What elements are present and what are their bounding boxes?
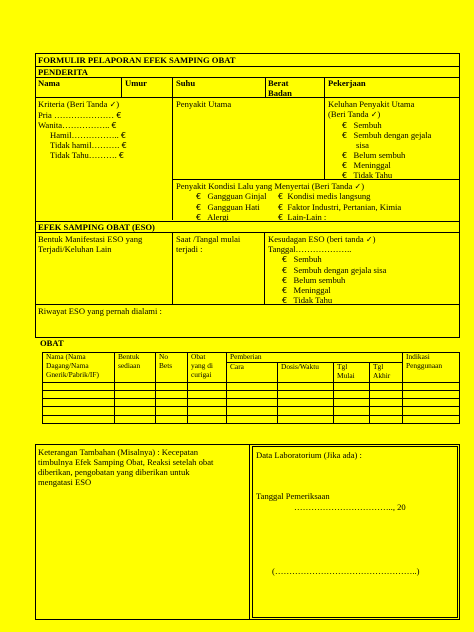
euro-checkbox-icon: € (196, 213, 202, 222)
kriteria-hamil[interactable]: Hamil…………….. € (50, 130, 126, 140)
divider (114, 352, 115, 424)
keluhan-option[interactable]: € Sembuh (342, 120, 382, 130)
kondisi-left-option[interactable]: € Gangguan Ginjal (196, 191, 267, 201)
keluhan-option[interactable]: € Tidak Tahu (342, 170, 393, 180)
euro-checkbox-icon: € (120, 131, 126, 140)
check-icon: ✓ (370, 110, 378, 119)
euro-checkbox-icon: € (282, 286, 288, 295)
signature-line: (…………………………………………..) (272, 566, 420, 576)
keterangan-text: mengatasi ESO (38, 477, 92, 487)
divider (35, 77, 460, 78)
divider (187, 352, 188, 424)
col-obat-dicurigai: yang di (191, 361, 213, 370)
kesudahan-tanggal: Tanggal……………….. (268, 244, 352, 254)
euro-checkbox-icon: € (116, 111, 122, 120)
kriteria-label: Kriteria (Beri Tanda ✓) (38, 99, 120, 109)
kondisi-left-option[interactable]: € Gangguan Hati (196, 202, 260, 212)
kesudahan-option[interactable]: € Meninggal (282, 285, 331, 295)
kesudahan-option[interactable]: € Sembuh dengan gejala sisa (282, 265, 387, 275)
bentuk-manifestasi-label: Bentuk Manifestasi ESO yang (38, 234, 143, 244)
col-nama-obat: Nama (Nama (46, 352, 86, 361)
kondisi-right-option[interactable]: € Kondisi medis langsung (278, 191, 371, 201)
riwayat-eso-label: Riwayat ESO yang pernah dialami : (38, 306, 162, 316)
col-tgl-mulai: Tgl (337, 362, 348, 371)
euro-checkbox-icon: € (282, 276, 288, 285)
eso-heading: EFEK SAMPING OBAT (ESO) (38, 222, 155, 232)
col-pekerjaan: Pekerjaan (328, 78, 366, 88)
lab-inner-box (252, 446, 458, 618)
col-umur: Umur (125, 78, 147, 88)
col-tgl-akhir: Akhir (373, 371, 391, 380)
table-row (42, 406, 460, 407)
euro-checkbox-icon: € (282, 255, 288, 264)
kondisi-right-option[interactable]: € Faktor Industri, Pertanian, Kimia (278, 202, 402, 212)
col-nama-obat: Gnerik/Pabrik/IF) (46, 370, 99, 379)
table-row (42, 398, 460, 399)
form-title: FORMULIR PELAPORAN EFEK SAMPING OBAT (38, 55, 236, 65)
kriteria-wanita[interactable]: Wanita…………….. € (38, 120, 117, 130)
euro-checkbox-icon: € (278, 203, 284, 212)
kondisi-left-option[interactable]: € Alergi (196, 212, 229, 222)
divider (172, 232, 173, 304)
keluhan-label: Keluhan Penyakit Utama (328, 99, 415, 109)
divider (265, 77, 266, 97)
euro-checkbox-icon: € (196, 203, 202, 212)
kondisi-label: Penyakit Kondisi Lalu yang Menyertai (Beri Tanda ✓) (176, 181, 365, 191)
kriteria-tidak-tahu[interactable]: Tidak Tahu………. € (50, 150, 124, 160)
col-tgl-akhir: Tgl (373, 362, 384, 371)
col-no-bets: No (159, 352, 169, 361)
col-obat-dicurigai: Obat (191, 352, 206, 361)
col-tgl-mulai: Mulai (337, 371, 355, 380)
keluhan-option[interactable]: € Belum sembuh (342, 150, 406, 160)
col-badan: Badan (268, 88, 292, 98)
divider (35, 304, 460, 305)
col-bentuk-sediaan: sediaan (118, 361, 141, 370)
check-icon: ✓ (354, 182, 362, 191)
obat-heading: OBAT (40, 338, 64, 348)
divider (35, 232, 460, 233)
euro-checkbox-icon: € (342, 131, 348, 140)
divider (155, 352, 156, 424)
col-dosis-waktu: Dosis/Waktu (281, 362, 319, 371)
col-bentuk-sediaan: Bentuk (118, 352, 140, 361)
euro-checkbox-icon: € (111, 121, 117, 130)
kriteria-pria[interactable]: Pria ………………… € (38, 110, 122, 120)
col-cara: Cara (230, 362, 244, 371)
kesudahan-option[interactable]: € Belum sembuh (282, 275, 346, 285)
table-row (42, 382, 460, 383)
keterangan-text: diberikan, pengobatan yang diberikan untuk (38, 467, 190, 477)
lab-label: Data Laboratorium (Jika ada) : (256, 450, 362, 460)
euro-checkbox-icon: € (278, 192, 284, 201)
euro-checkbox-icon: € (342, 171, 348, 180)
kesudahan-option[interactable]: € Sembuh (282, 254, 322, 264)
divider (35, 97, 460, 98)
euro-checkbox-icon: € (342, 161, 348, 170)
euro-checkbox-icon: € (342, 151, 348, 160)
euro-checkbox-icon: € (282, 266, 288, 275)
keterangan-text: timbulnya Efek Samping Obat, Reaksi setelah obat (38, 457, 214, 467)
euro-checkbox-icon: € (278, 213, 284, 222)
divider (402, 352, 403, 424)
keluhan-option-cont: sisa (356, 140, 369, 150)
kesudahan-label: Kesudagan ESO (beri tanda ✓) (268, 234, 376, 244)
col-obat-dicurigai: curigai (191, 370, 212, 379)
divider (264, 232, 265, 304)
euro-checkbox-icon: € (342, 121, 348, 130)
penderita-heading: PENDERITA (38, 67, 88, 77)
euro-checkbox-icon: € (196, 192, 202, 201)
pemberian-heading: Pemberian (230, 352, 262, 361)
col-indikasi: Indikasi (406, 352, 430, 361)
col-no-bets: Bets (159, 361, 173, 370)
keluhan-option[interactable]: € Sembuh dengan gejala (342, 130, 432, 140)
saat-mulai-label: Saat /Tangal mulai (176, 234, 241, 244)
penyakit-utama-label: Penyakit Utama (176, 99, 232, 109)
keterangan-text: Keterangan Tambahan (Misalnya) : Kecepatan (38, 447, 199, 457)
col-berat: Berat (268, 78, 289, 88)
col-nama-obat: Dagang/Nama (46, 361, 89, 370)
divider (324, 77, 325, 179)
euro-checkbox-icon: € (282, 296, 288, 305)
col-nama: Nama (38, 78, 60, 88)
check-icon: ✓ (109, 100, 117, 109)
tanggal-pemeriksaan-label: Tanggal Pemeriksaan (256, 491, 330, 501)
kesudahan-option[interactable]: € Tidak Tahu (282, 295, 333, 305)
saat-mulai-label-2: terjadi : (176, 244, 203, 254)
euro-checkbox-icon: € (121, 141, 127, 150)
date-line: …………………………….., 20 (294, 502, 406, 512)
kondisi-right-option[interactable]: € Lain-Lain : (278, 212, 327, 222)
keluhan-option[interactable]: € Meninggal (342, 160, 391, 170)
col-suhu: Suhu (176, 78, 196, 88)
bentuk-manifestasi-label-2: Terjadi/Keluhan Lain (38, 244, 112, 254)
divider (121, 77, 122, 97)
divider (172, 179, 460, 180)
check-icon: ✓ (365, 235, 373, 244)
table-row (42, 390, 460, 391)
divider (35, 66, 460, 67)
euro-checkbox-icon: € (118, 151, 124, 160)
keluhan-label-2: (Beri Tanda ✓) (328, 109, 381, 119)
kriteria-tidak-hamil[interactable]: Tidak hamil………. € (50, 140, 127, 150)
col-indikasi: Penggunaan (406, 361, 443, 370)
table-row (42, 415, 460, 416)
divider (172, 77, 173, 220)
